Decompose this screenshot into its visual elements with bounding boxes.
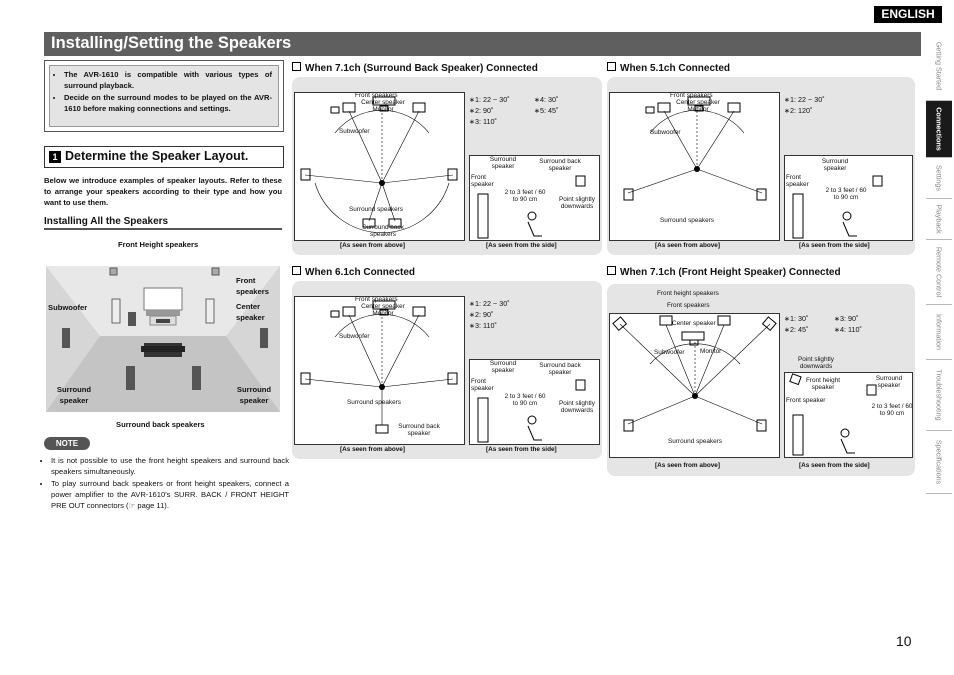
front-height-label: Front Height speakers — [118, 240, 199, 249]
distance-label: 2 to 3 feet / 60 to 90 cm — [871, 403, 913, 417]
caption-side: [As seen from the side] — [799, 242, 870, 249]
top-view-71sb — [294, 92, 465, 241]
distance-label: 2 to 3 feet / 60 to 90 cm — [504, 393, 546, 407]
caption-side: [As seen from the side] — [799, 462, 870, 469]
front-speakers-label: Front speakers — [667, 302, 710, 309]
front-speaker-label: Front speaker — [471, 174, 494, 188]
caption-side: [As seen from the side] — [486, 446, 557, 453]
tab-specifications[interactable]: Specifications — [926, 431, 952, 494]
tab-settings[interactable]: Settings — [926, 158, 952, 199]
caption-side: [As seen from the side] — [486, 242, 557, 249]
subwoofer-label: Subwoofer — [339, 128, 370, 135]
surround-speaker-label: Surround speaker — [821, 158, 849, 172]
angle-list-51: ∗1: 22 ~ 30˚ ∗2: 120˚ — [784, 95, 825, 115]
page-title-bar — [44, 32, 921, 56]
panel-61 — [292, 281, 602, 459]
panel-71fh — [607, 284, 915, 476]
config-heading-71sb: When 7.1ch (Surround Back Speaker) Connected — [292, 62, 538, 74]
language-label: ENGLISH — [874, 6, 942, 23]
surround-speakers-label: Surround speakers — [349, 206, 403, 213]
front-speakers-label: Front speakers — [236, 276, 269, 296]
front-speakers-label: Front speakers — [355, 92, 398, 99]
caption-above: [As seen from above] — [340, 446, 405, 453]
center-monitor-label: Center speaker Monitor — [676, 99, 720, 113]
compatibility-note-box — [44, 60, 284, 132]
front-speaker-label: Front speaker — [786, 397, 826, 404]
note-box-item: • The AVR-1610 is compatible with various types of surround playback. — [64, 69, 272, 91]
subwoofer-label: Subwoofer — [339, 333, 370, 340]
config-heading-51: When 5.1ch Connected — [607, 62, 730, 74]
note-item: • To play surround back speakers or front height speakers, connect a power amplifier to the AVR-1610's SURR. BACK / FRONT HEIGHT PRE OUT connectors (☞ page 11). — [51, 478, 289, 511]
top-view-71fh — [609, 313, 780, 458]
note-box-item: • Decide on the surround modes to be played on the AVR-1610 before making connections and settings. — [64, 92, 272, 114]
top-view-61 — [294, 296, 465, 445]
point-down-label: Point slightly downwards — [798, 356, 834, 370]
center-monitor-label: Center speaker Monitor — [361, 99, 405, 113]
center-monitor-label: Center speaker Monitor — [361, 303, 405, 317]
front-height-speaker-label: Front height speaker — [805, 377, 841, 391]
subwoofer-label: Subwoofer — [650, 129, 681, 136]
panel-71sb — [292, 77, 602, 255]
surround-speaker-label: Surround speaker — [489, 156, 517, 170]
surround-back-speaker-label: Surround back speaker — [539, 158, 581, 172]
caption-above: [As seen from above] — [655, 462, 720, 469]
subheading: Installing All the Speakers — [44, 216, 282, 230]
surround-speaker-label: Surround speaker — [489, 360, 517, 374]
panel-51 — [607, 77, 915, 255]
surround-back-speaker-label: Surround back speaker — [398, 423, 440, 437]
point-down-label: Point slightly downwards — [559, 400, 595, 414]
tab-information[interactable]: Information — [926, 305, 952, 360]
intro-text: Below we introduce examples of speaker layouts. Refer to these to arrange your speakers according to their type and how you want to use them. — [44, 176, 282, 207]
front-speakers-label: Front speakers — [355, 296, 398, 303]
point-down-label: Point slightly downwards — [559, 196, 595, 210]
side-view-51 — [784, 155, 913, 241]
surround-speakers-label: Surround speakers — [668, 438, 722, 445]
top-view-51 — [609, 92, 780, 241]
section-heading — [44, 146, 284, 168]
distance-label: 2 to 3 feet / 60 to 90 cm — [825, 187, 867, 201]
surround-back-label: Surround back speakers — [116, 420, 205, 429]
center-label: Center speaker — [236, 302, 265, 322]
caption-above: [As seen from above] — [340, 242, 405, 249]
center-speaker-label: Center speaker — [672, 320, 716, 327]
side-view-71fh — [784, 372, 913, 458]
monitor-label: Monitor — [700, 348, 722, 355]
tab-remote-control[interactable]: Remote Control — [926, 240, 952, 305]
front-speakers-label: Front speakers — [670, 92, 713, 99]
distance-label: 2 to 3 feet / 60 to 90 cm — [504, 189, 546, 203]
section-title: Determine the Speaker Layout. — [65, 149, 249, 163]
tab-troubleshooting[interactable]: Troubleshooting — [926, 360, 952, 431]
note-item: • It is not possible to use the front height speakers and surround back speakers simultaneously. — [51, 455, 289, 477]
subwoofer-label: Subwoofer — [48, 303, 88, 312]
front-speaker-label: Front speaker — [786, 174, 809, 188]
page-title: Installing/Setting the Speakers — [51, 34, 292, 52]
subwoofer-label: Subwoofer — [654, 349, 685, 356]
surround-left-label: Surround speaker — [56, 385, 92, 405]
section-number: 1 — [49, 151, 61, 163]
front-height-speakers-label: Front height speakers — [657, 290, 719, 297]
surround-speaker-label: Surround speaker — [875, 375, 903, 389]
config-heading-71fh: When 7.1ch (Front Height Speaker) Connected — [607, 266, 841, 278]
tab-connections[interactable]: Connections — [926, 101, 952, 158]
surround-right-label: Surround speaker — [236, 385, 272, 405]
angle-list-71sb: ∗1: 22 ~ 30˚ ∗4: 30˚ ∗2: 90˚ ∗5: 45˚ ∗3: 110˚ — [469, 95, 559, 126]
side-tabs — [926, 32, 952, 492]
side-view-71sb — [469, 155, 600, 241]
page-number: 10 — [896, 633, 912, 649]
tab-playback[interactable]: Playback — [926, 199, 952, 240]
config-heading-61: When 6.1ch Connected — [292, 266, 415, 278]
angle-list-71fh: ∗1: 30˚ ∗3: 90˚ ∗2: 45˚ ∗4: 110˚ — [784, 314, 862, 334]
angle-list-61: ∗1: 22 ~ 30˚ ∗2: 90˚ ∗3: 110˚ — [469, 299, 510, 330]
tab-getting-started[interactable]: Getting Started — [926, 32, 952, 101]
front-speaker-label: Front speaker — [471, 378, 494, 392]
surround-back-label: Surround back speakers — [362, 224, 404, 238]
surround-speakers-label: Surround speakers — [347, 399, 401, 406]
surround-speakers-label: Surround speakers — [660, 217, 714, 224]
note-label: NOTE — [44, 437, 90, 450]
side-view-61 — [469, 359, 600, 445]
caption-above: [As seen from above] — [655, 242, 720, 249]
surround-back-speaker-side-label: Surround back speaker — [539, 362, 581, 376]
